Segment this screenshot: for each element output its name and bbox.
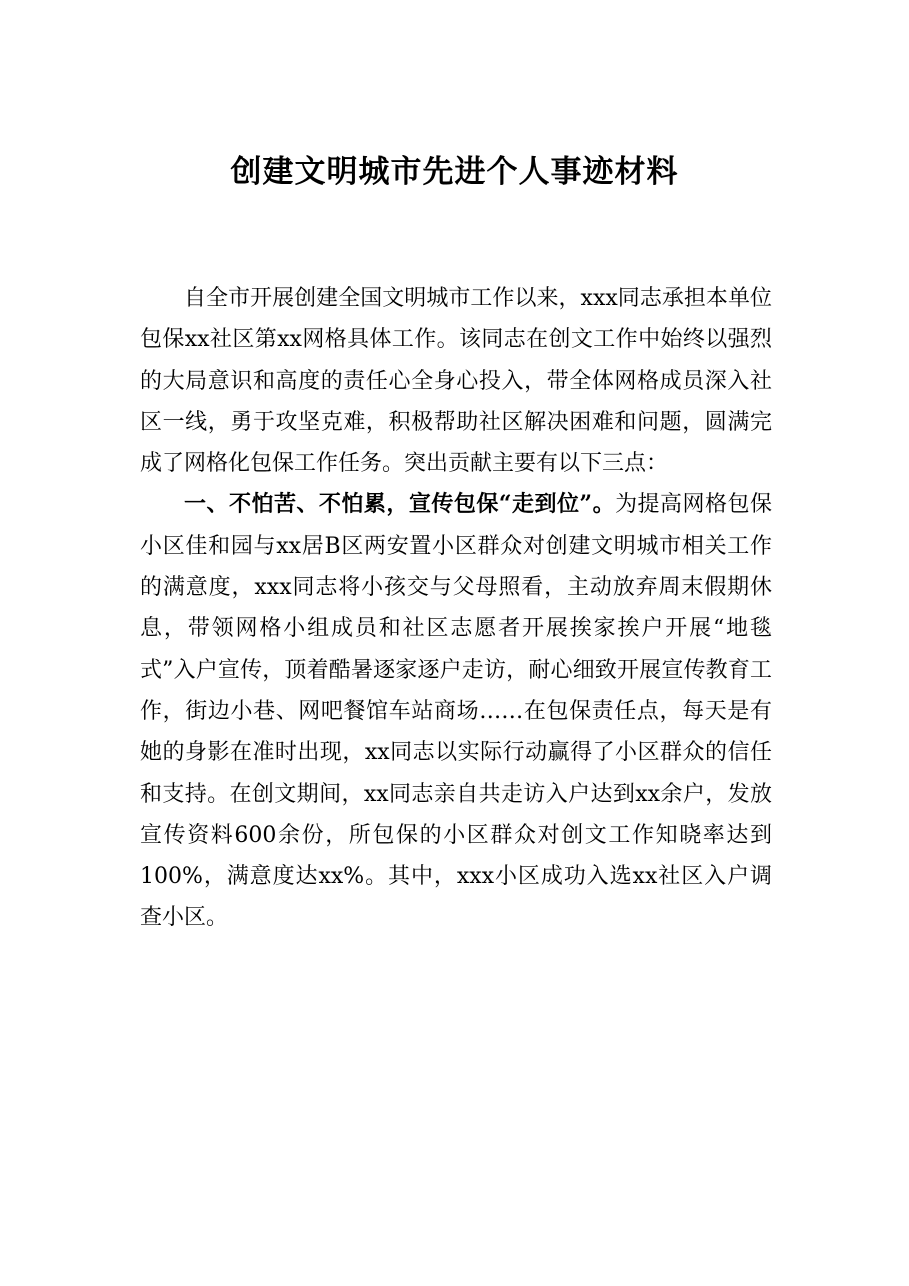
intro-paragraph-text: 自全市开展创建全国文明城市工作以来，xxx同志承担本单位包保xx社区第xx网格具体工作。该同志在创文工作中始终以强烈的大局意识和高度的责任心全身心投入，带全体网格成员深入社区一线，勇于攻坚克难，积极帮助社区解决困难和问题，圆满完成了网格化包保工作任务。突出贡献主要有以下三点： — [140, 286, 772, 477]
section-one-heading: 一、不怕苦、不怕累，宣传包保“走到位”。 — [184, 491, 616, 518]
section-one-text: 为提高网格包保小区佳和园与xx居B区两安置小区群众对创建文明城市相关工作的满意度，xxx同志将小孩交与父母照看，主动放弃周末假期休息，带领网格小组成员和社区志愿者开展挨家挨户开展“地毯式”入户宣传，顶着酷暑逐家逐户走访，耐心细致开展宣传教育工作，街边小巷、网吧餐馆车站商场……在包保责任点，每天是有她的身影在准时出现，xx同志以实际行动赢得了小区群众的信任和支持。在创文期间，xx同志亲自共走访入户达到xx余户，发放宣传资料600余份，所包保的小区群众对创文工作知晓率达到100%，满意度达xx%。其中，xxx小区成功入选xx社区入户调查小区。 — [140, 492, 772, 931]
intro-paragraph — [140, 278, 772, 484]
document-body — [140, 278, 772, 939]
section-one-paragraph — [140, 484, 772, 938]
document-title: 创建文明城市先进个人事迹材料 — [230, 154, 679, 190]
